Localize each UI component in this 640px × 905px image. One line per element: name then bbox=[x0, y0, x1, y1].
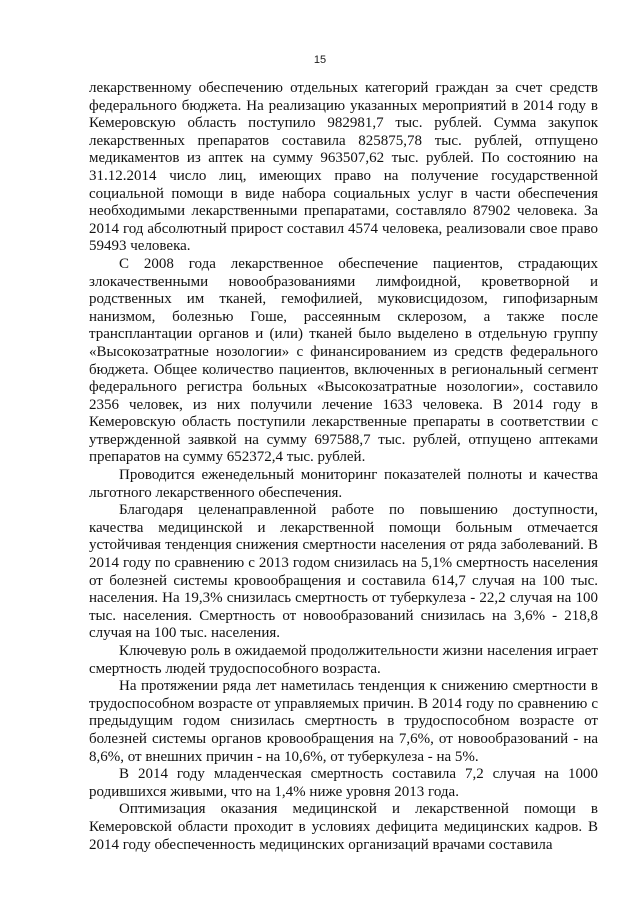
body-text bbox=[89, 80, 598, 854]
paragraph-7: В 2014 году младенческая смертность составила 7,2 случая на 1000 родившихся живыми, что на 1,4% ниже уровня 2013 года. bbox=[89, 766, 598, 800]
paragraph-6: На протяжении ряда лет наметилась тенденция к снижению смертности в трудоспособном возрасте от управляемых причин. В 2014 году по сравнению с предыдущим годом снизилась смертность в трудоспособном возрасте от болезней системы органов кровообращения на 7,6%, от новообразований - на 8,6%, от внешних причин - на 10,6%, от туберкулеза - на 5%. bbox=[89, 678, 598, 765]
paragraph-8: Оптимизация оказания медицинской и лекарственной помощи в Кемеровской области проходит в условиях дефицита медицинских кадров. В 2014 году обеспеченность медицинских организаций врачами составила bbox=[89, 801, 598, 853]
paragraph-4: Благодаря целенаправленной работе по повышению доступности, качества медицинской и лекарственной помощи больным отмечается устойчивая тенденция снижения смертности населения от ряда заболеваний. В 2014 году по сравнению с 2013 годом снизилась на 5,1% смертность населения от болезней системы кровообращения и составила 614,7 случая на 100 тыс. населения. На 19,3% снизилась смертность от туберкулеза - 22,2 случая на 100 тыс. населения. Смертность от новообразований снизилась на 3,6% - 218,8 случая на 100 тыс. населения. bbox=[89, 502, 598, 642]
paragraph-3: Проводится еженедельный мониторинг показателей полноты и качества льготного лекарственного обеспечения. bbox=[89, 467, 598, 501]
paragraph-2: С 2008 года лекарственное обеспечение пациентов, страдающих злокачественными новообразованиями лимфоидной, кроветворной и родственных им тканей, гемофилией, муковисцидозом, гипофизарным нанизмом, болезнью Гоше, рассеянным склерозом, а также после трансплантации органов и (или) тканей было выделено в отдельную группу «Высокозатратные нозологии» с финансированием из средств федерального бюджета. Общее количество пациентов, включенных в региональный сегмент федерального регистра больных «Высокозатратные нозологии», составило 2356 человек, из них получили лечение 1633 человека. В 2014 году в Кемеровскую область поступили лекарственные препараты в соответствии с утвержденной заявкой на сумму 697588,7 тыс. рублей, отпущено аптеками препаратов на сумму 652372,4 тыс. рублей. bbox=[89, 255, 598, 466]
paragraph-1: лекарственному обеспечению отдельных категорий граждан за счет средств федерального бюджета. На реализацию указанных мероприятий в 2014 году в Кемеровскую область поступило 982981,7 тыс. рублей. Сумма закупок лекарственных препаратов составила 825875,78 тыс. рублей, отпущено медикаментов из аптек на сумму 963507,62 тыс. рублей. По состоянию на 31.12.2014 число лиц, имеющих право на получение государственной социальной помощи в виде набора социальных услуг в части обеспечения необходимыми лекарственными препаратами, составляло 87902 человека. За 2014 год абсолютный прирост составил 4574 человека, реализовали свое право 59493 человека. bbox=[89, 80, 598, 255]
page-number: 15 bbox=[313, 54, 327, 66]
paragraph-5: Ключевую роль в ожидаемой продолжительности жизни населения играет смертность людей трудоспособного возраста. bbox=[89, 643, 598, 677]
